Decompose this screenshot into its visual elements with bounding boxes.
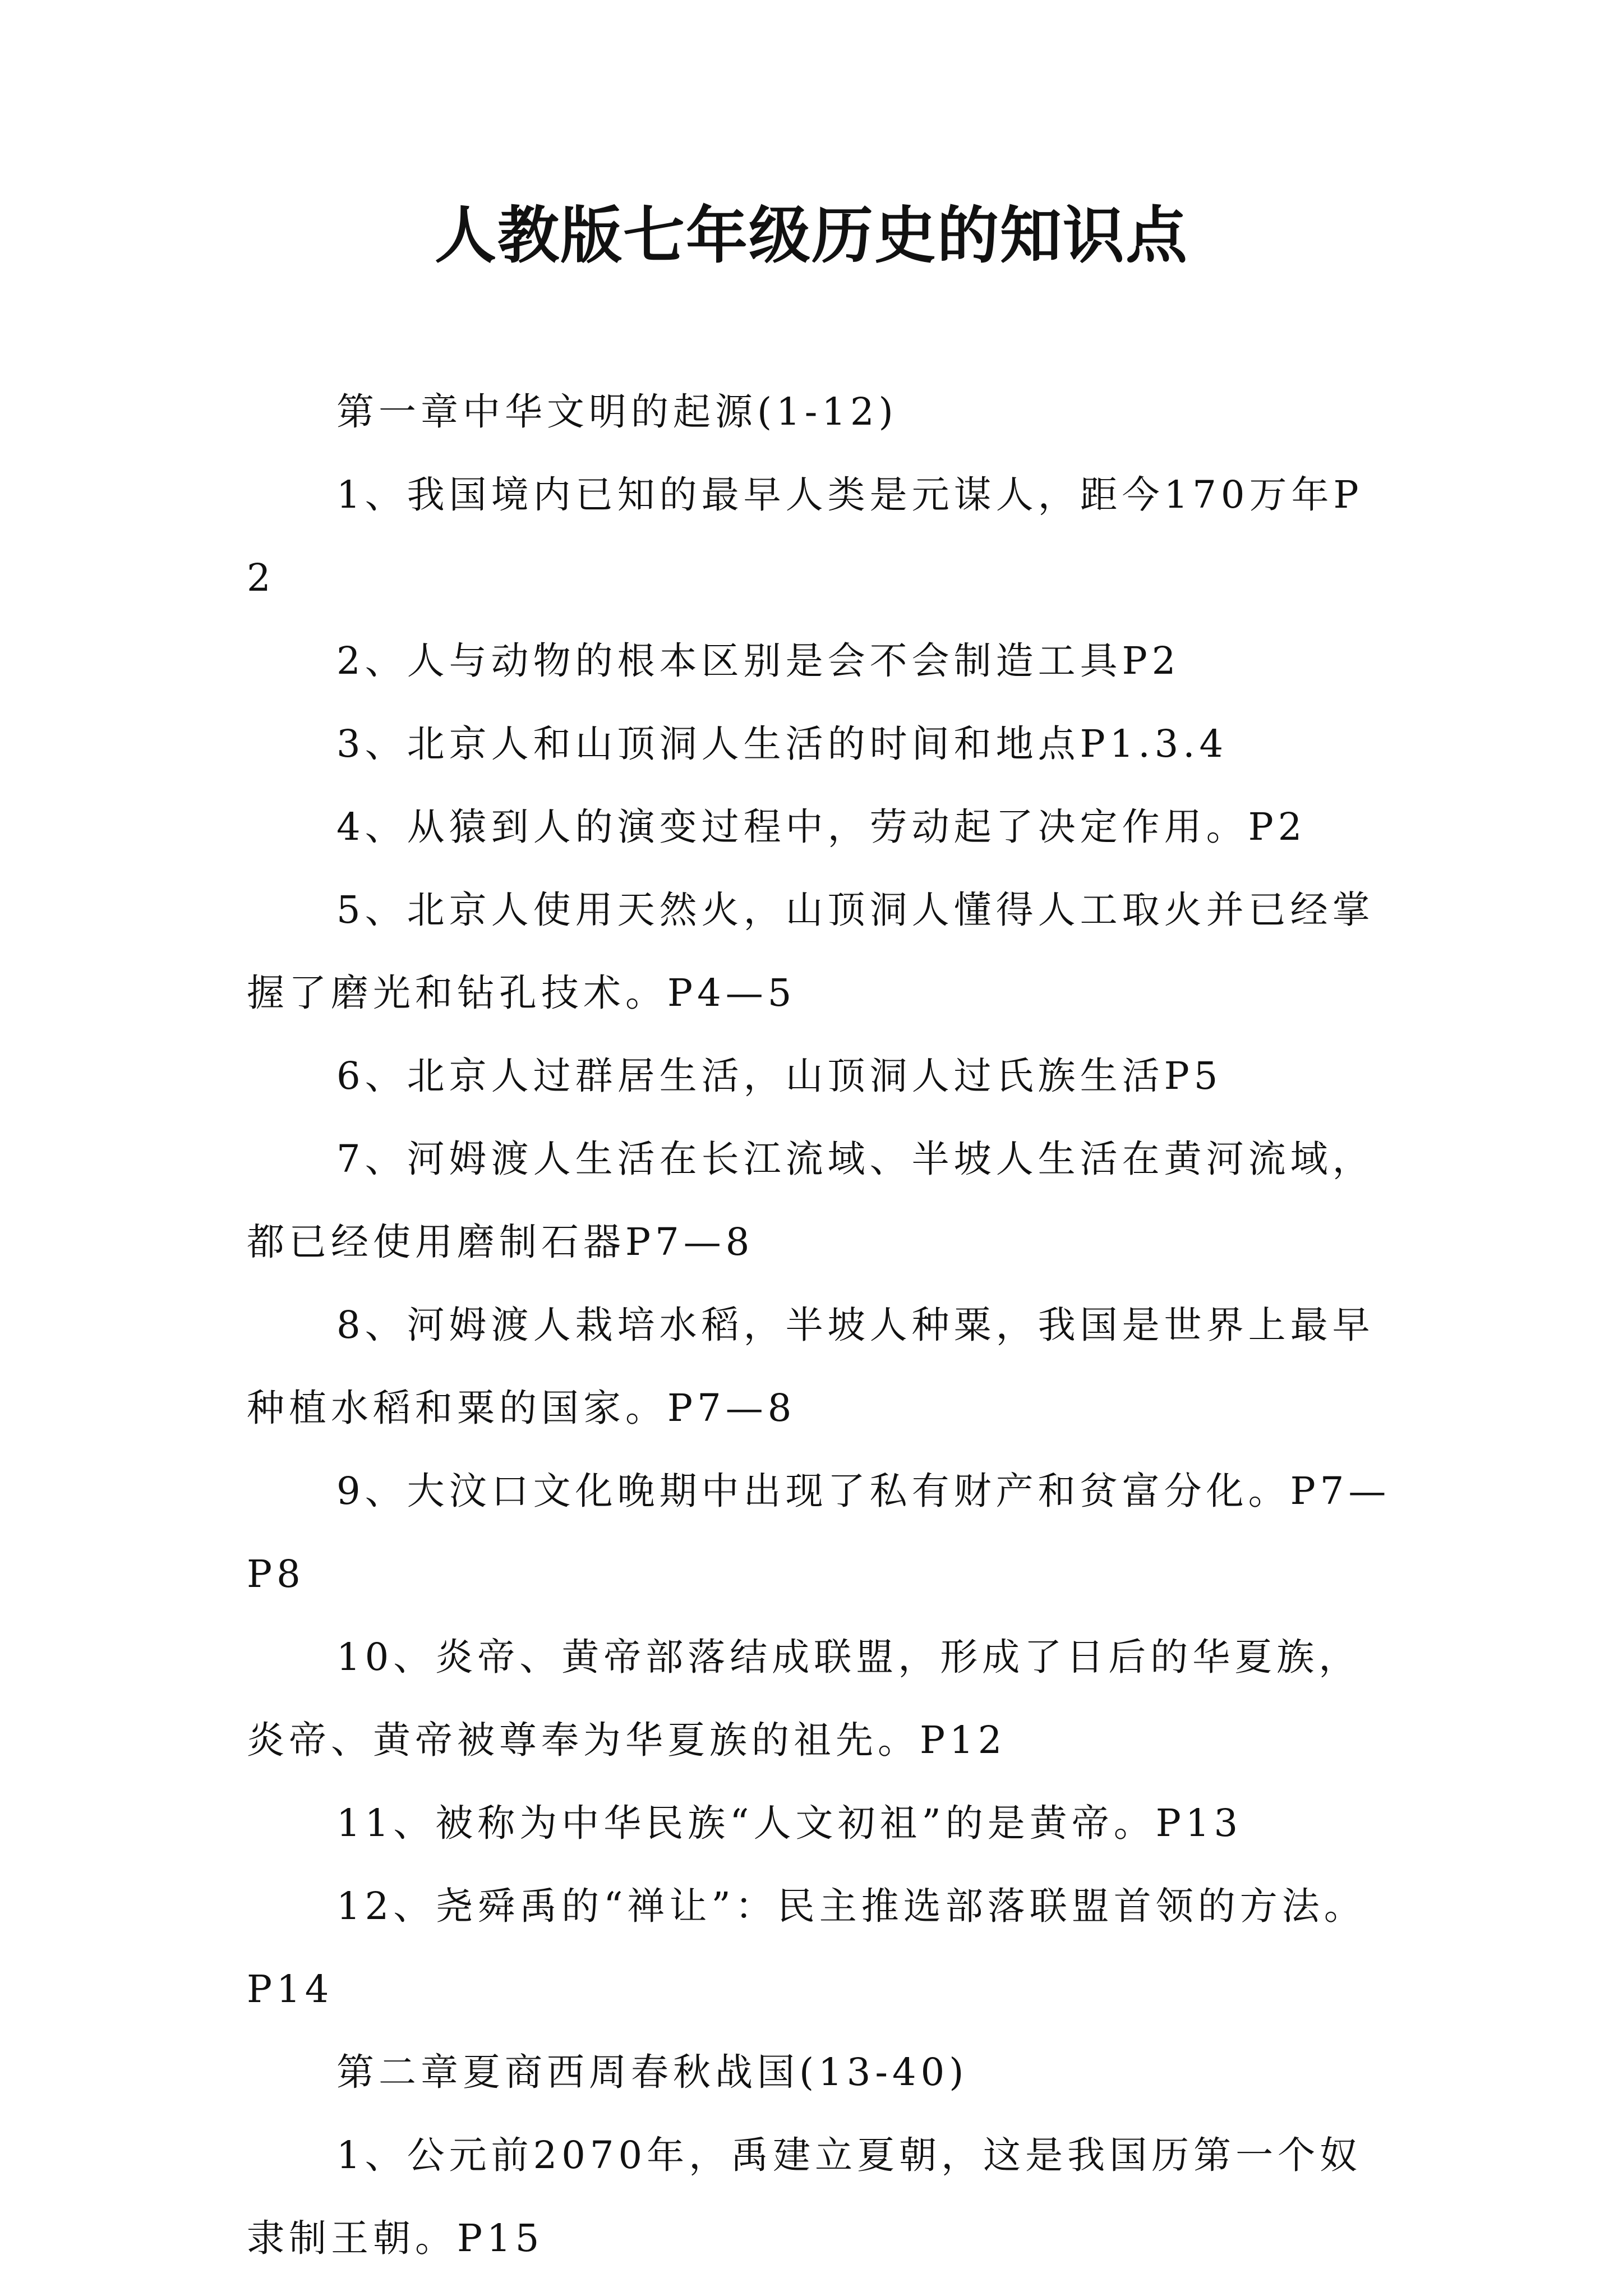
point-10: 10、炎帝、黄帝部落结成联盟，形成了日后的华夏族，炎帝、黄帝被尊奉为华夏族的祖先。P12: [247, 1635, 1361, 1762]
point-1: 1、我国境内已知的最早人类是元谋人，距今170万年P2: [247, 473, 1363, 600]
point-6: 6、北京人过群居生活，山顶洞人过氏族生活P5: [336, 1054, 1223, 1098]
point-4: 4、从猿到人的演变过程中，劳动起了决定作用。P2: [336, 805, 1307, 849]
point-7: 7、河姆渡人生活在长江流域、半坡人生活在黄河流域，都已经使用磨制石器P7—8: [247, 1137, 1375, 1264]
point-12: 12、尧舜禹的“禅让”：民主推选部落联盟首领的方法。P14: [247, 1884, 1366, 2011]
point-2: 2、人与动物的根本区别是会不会制造工具P2: [336, 639, 1181, 683]
chapter-heading-1: 第一章中华文明的起源(1-12): [336, 390, 898, 434]
page-title: 人教版七年级历史的知识点: [435, 200, 1188, 272]
point-11: 11、被称为中华民族“人文初祖”的是黄帝。P13: [336, 1801, 1243, 1845]
point-8: 8、河姆渡人栽培水稻，半坡人种粟，我国是世界上最早种植水稻和粟的国家。P7—8: [247, 1303, 1375, 1430]
document-body: [247, 370, 1391, 2280]
point-5: 5、北京人使用天然火，山顶洞人懂得人工取火并已经掌握了磨光和钻孔技术。P4—5: [247, 888, 1375, 1015]
chapter2-point-1: 1、公元前2070年，禹建立夏朝，这是我国历第一个奴隶制王朝。P15: [247, 2133, 1362, 2260]
point-9: 9、大汶口文化晚期中出现了私有财产和贫富分化。P7—P8: [247, 1469, 1391, 1596]
point-3: 3、北京人和山顶洞人生活的时间和地点P1.3.4: [336, 722, 1228, 766]
chapter-heading-2: 第二章夏商西周春秋战国(13-40): [336, 2050, 969, 2094]
